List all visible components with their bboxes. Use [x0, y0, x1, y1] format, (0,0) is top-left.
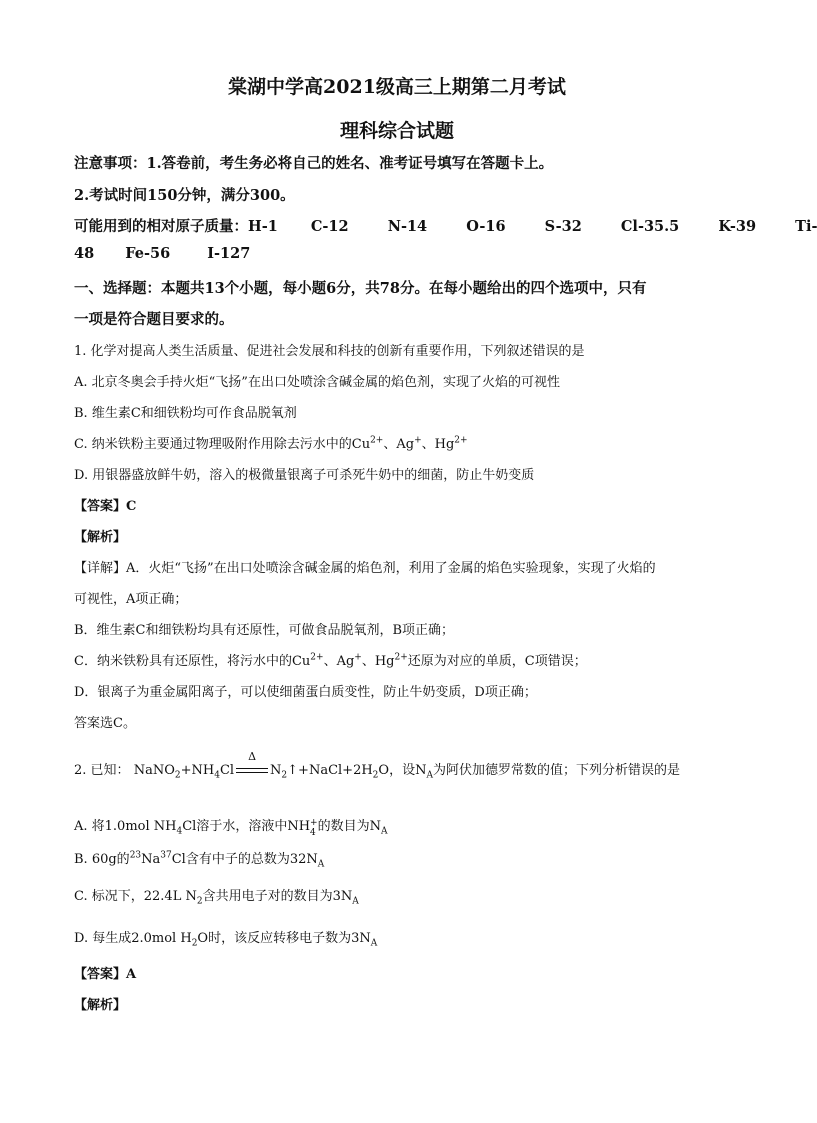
reaction-equation: $NaNO_2+NH_4Cl$ Δ $N_2↑+NaCl+2H_2O$ [133, 749, 390, 781]
atomic-mass-label: 可能用到的相对原子质量：H-1 [74, 218, 278, 235]
q2-option-c: C. 标况下，22.4L $N_2$含共用电子对的数目为$3N_A$ [74, 889, 359, 907]
q1-conclusion: 答案选C。 [74, 716, 136, 731]
atom-s: S-32 [544, 218, 582, 235]
q1-option-b: B. 维生素C和细铁粉均可作食品脱氧剂 [74, 406, 297, 421]
atom-ti: Ti- [795, 218, 817, 235]
atom-c: C-12 [310, 218, 349, 235]
q1-option-c: C. 纳米铁粉主要通过物理吸附作用除去污水中的$Cu^{2+}$、Ag+、$Hg^{2+}$ [74, 435, 468, 452]
q2-stem: 2. 已知： $NaNO_2+NH_4Cl$ Δ $N_2↑+NaCl+2H_2O$，设$N_A$为阿伏加德罗常数的值；下列分析错误的是 [74, 749, 680, 781]
q1-detail-a-1: 【详解】A．火炬“飞扬”在出口处喷涂含碱金属的焰色剂，利用了金属的焰色实验现象，实现了火焰的 [74, 561, 656, 576]
atom-k: K-39 [718, 218, 757, 235]
q1-detail-c: C．纳米铁粉具有还原性，将污水中的$Cu^{2+}$、Ag+、$Hg^{2+}$还原为对应的单质，C项错误； [74, 652, 587, 669]
page-subtitle: 理科综合试题 [339, 120, 454, 142]
q2-analysis-label: 【解析】 [74, 998, 127, 1013]
q1-detail-d: D．银离子为重金属阳离子，可以使细菌蛋白质变性，防止牛奶变质，D项正确； [74, 685, 537, 700]
q1-option-a: A. 北京冬奥会手持火炬“飞扬”在出口处喷涂含碱金属的焰色剂，实现了火焰的可视性 [74, 375, 560, 390]
atom-n: N-14 [387, 218, 428, 235]
atomic-mass-line-2 [74, 245, 250, 262]
atom-cl: Cl-35.5 [620, 218, 680, 235]
notice-line-2: 2.考试时间150分钟，满分300。 [74, 187, 295, 204]
atom-ti-value: 48 [74, 245, 95, 262]
section-heading-line-2: 一项是符合题目要求的。 [74, 311, 234, 328]
q1-analysis-label: 【解析】 [74, 530, 127, 545]
atom-i: I-127 [207, 245, 251, 262]
q1-detail-b: B．维生素C和细铁粉均具有还原性，可做食品脱氧剂，B项正确； [74, 623, 455, 638]
q2-option-d: D. 每生成2.0mol $H_2O$时，该反应转移电子数为$3N_A$ [74, 931, 378, 949]
notice-line-1: 注意事项：1.答卷前，考生务必将自己的姓名、准考证号填写在答题卡上。 [74, 155, 554, 172]
q2-answer: 【答案】A [74, 967, 137, 982]
atom-o: O-16 [466, 218, 506, 235]
q1-answer: 【答案】C [74, 499, 137, 514]
heat-arrow-icon: Δ [234, 764, 270, 778]
atomic-mass-line-1 [74, 215, 817, 236]
q2-option-b: B. 60g的$^{23}$Na$^{37}$Cl含有中子的总数为$32N_A$ [74, 850, 325, 870]
q2-option-a: A. 将1.0mol $NH_4Cl$溶于水，溶液中NH $^{4 +}$的数目为$N_A$ [74, 817, 388, 838]
q1-detail-a-2: 可视性，A项正确； [74, 592, 188, 607]
page-title: 棠湖中学高2021级高三上期第二月考试 [228, 76, 566, 98]
q1-stem: 1. 化学对提高人类生活质量、促进社会发展和科技的创新有重要作用，下列叙述错误的是 [74, 344, 585, 359]
q1-option-d: D. 用银器盛放鲜牛奶，溶入的极微量银离子可杀死牛奶中的细菌，防止牛奶变质 [74, 468, 535, 483]
atom-fe: Fe-56 [125, 245, 171, 262]
section-heading-line-1: 一、选择题：本题共13个小题，每小题6分，共78分。在每小题给出的四个选项中，只有 [74, 280, 647, 297]
